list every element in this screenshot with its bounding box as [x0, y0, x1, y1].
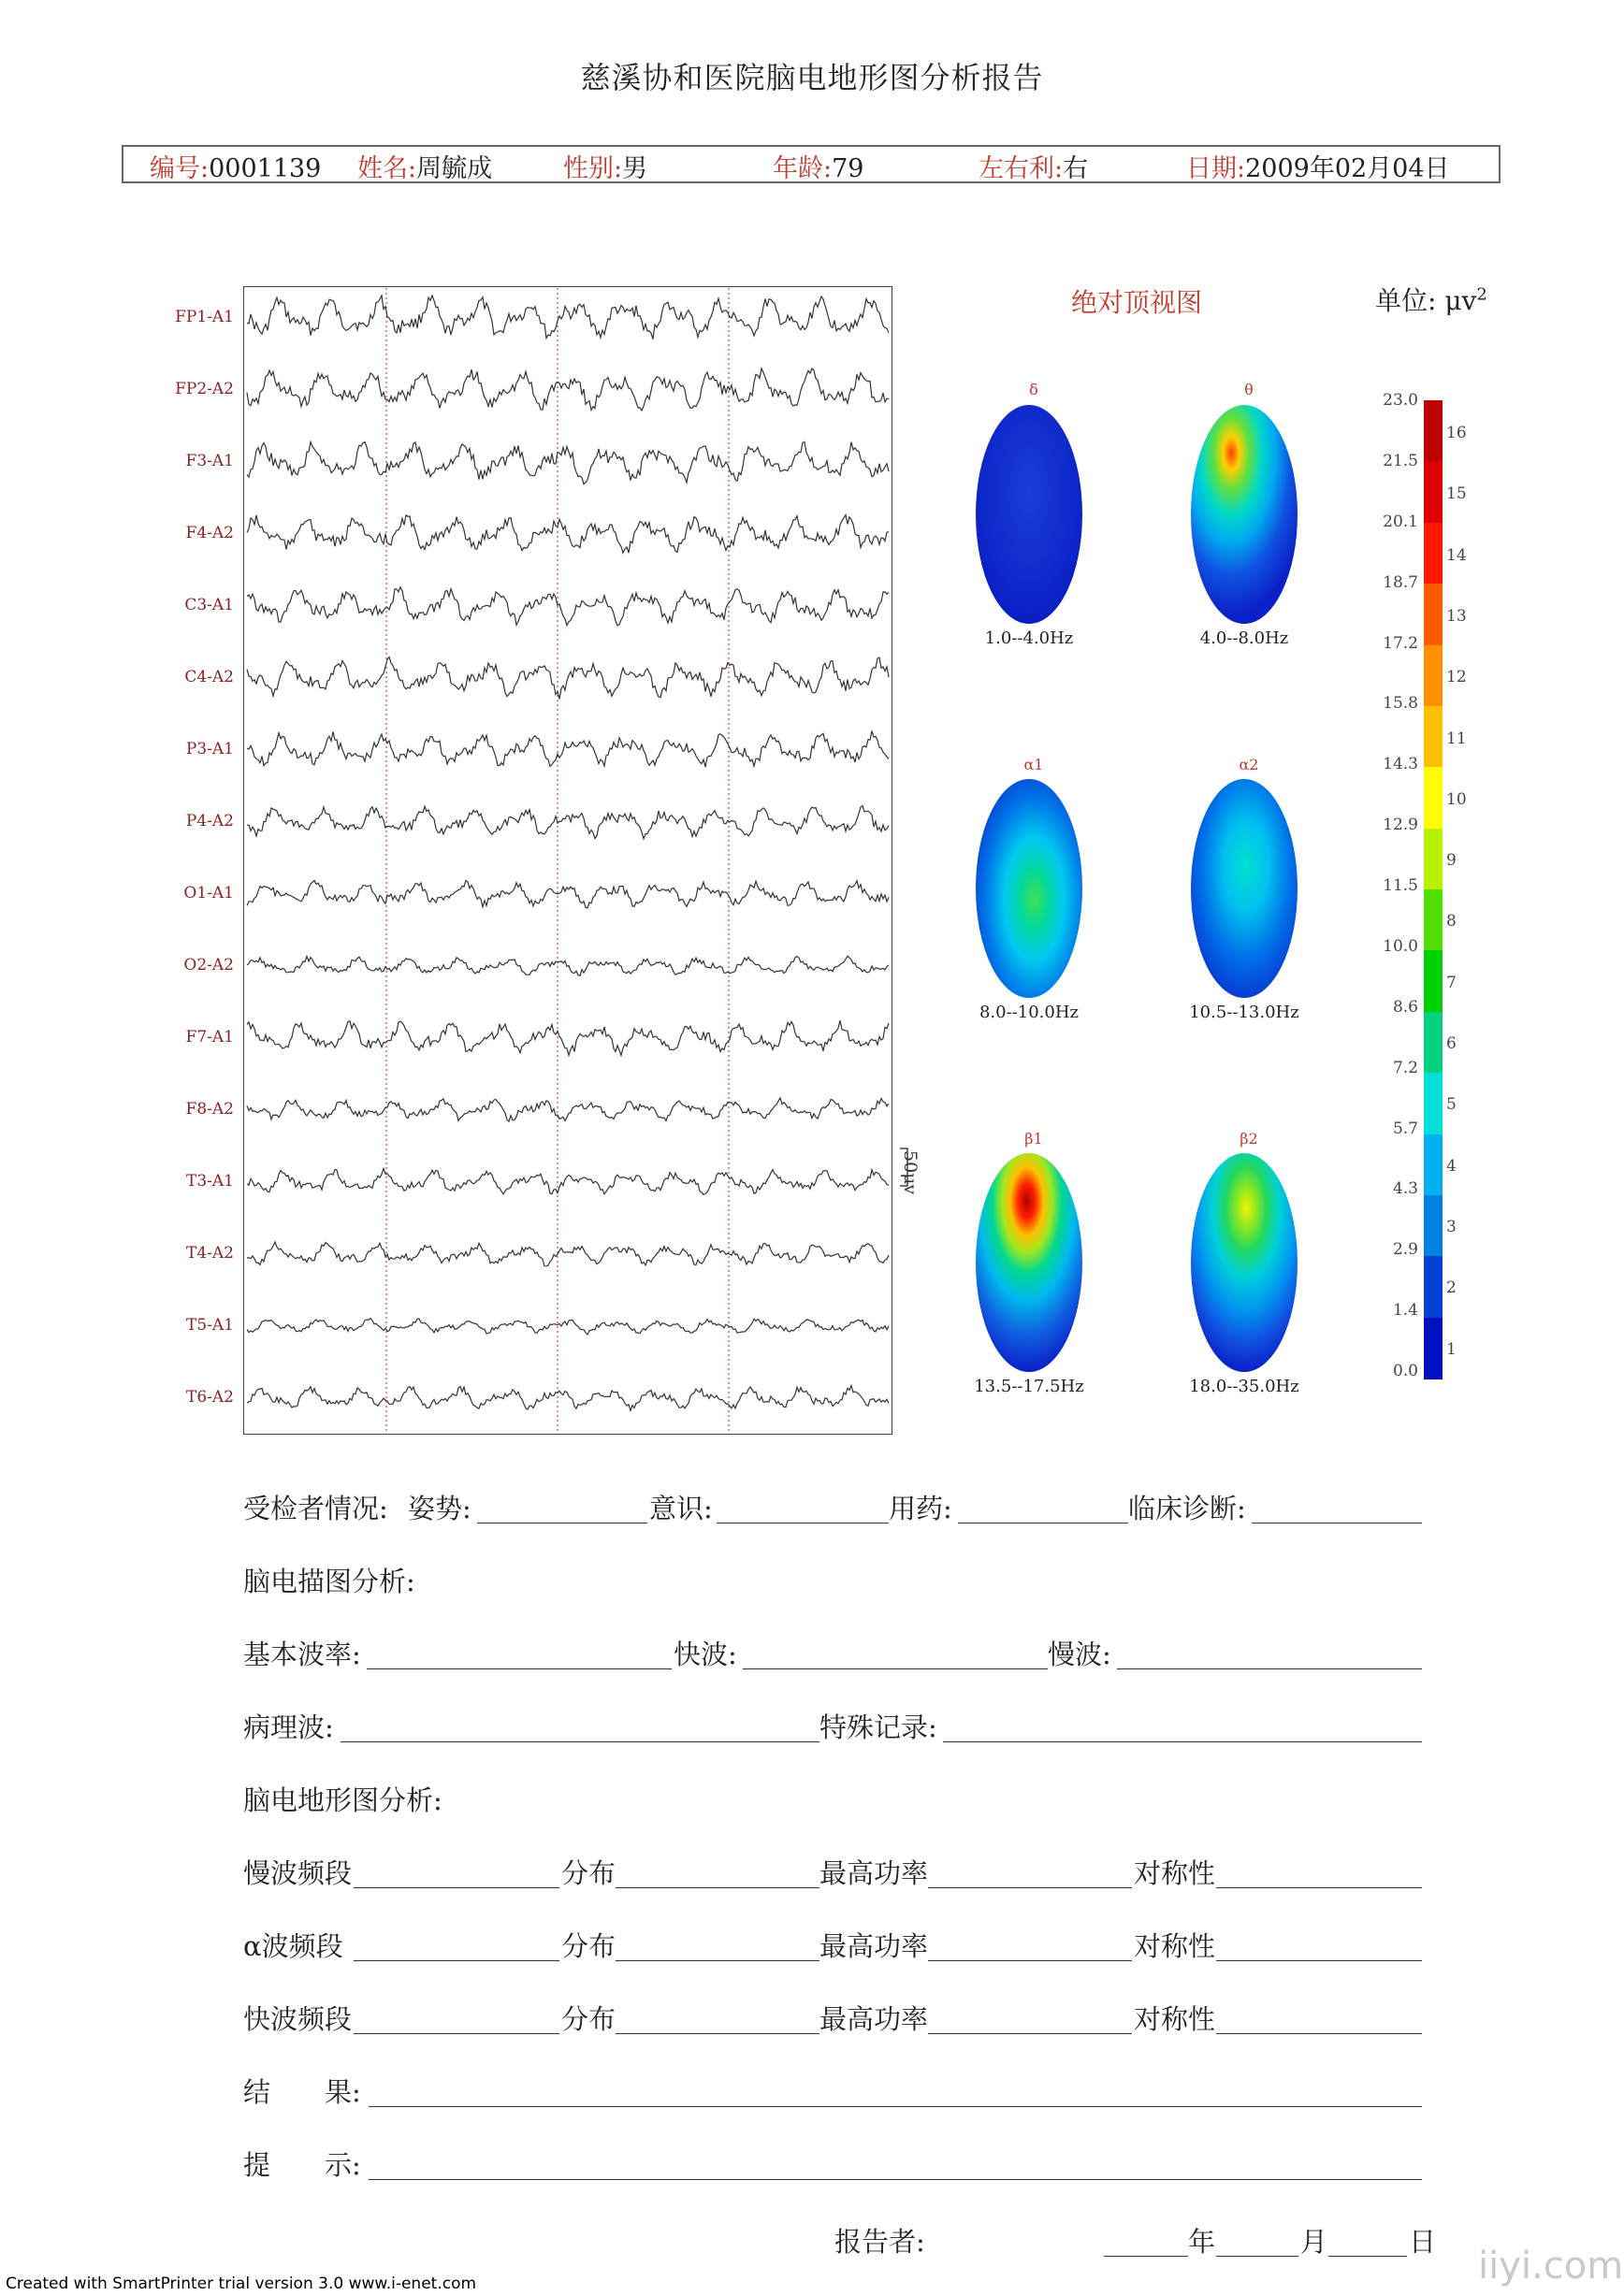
color-bar-segment [1424, 829, 1443, 890]
footer-credit: Created with SmartPrinter trial version 3.0 www.i-enet.com [6, 2274, 477, 2293]
band-label-alpha1: α1 [1023, 756, 1044, 773]
report-title: 慈溪协和医院脑电地形图分析报告 [580, 60, 1044, 95]
report-year-field[interactable] [1104, 2256, 1188, 2257]
distribution-field[interactable] [616, 2033, 819, 2034]
fast-wave-field[interactable] [743, 1668, 1048, 1669]
diagnosis-label: 临床诊断: [1128, 1493, 1246, 1524]
color-bar-value: 7.2 [1392, 1058, 1418, 1077]
color-bar-segment [1424, 645, 1443, 707]
distribution-field[interactable] [616, 1887, 819, 1888]
color-bar-index: 6 [1446, 1034, 1457, 1053]
color-bar-index: 4 [1446, 1156, 1457, 1176]
patient-age: 年龄:79 [773, 154, 864, 183]
report-month-field[interactable] [1216, 2256, 1298, 2257]
year-label: 年 [1188, 2226, 1216, 2258]
color-bar-value: 23.0 [1383, 391, 1418, 410]
eeg-channel-label: P3-A1 [185, 740, 234, 758]
color-bar-index: 9 [1446, 851, 1457, 871]
eeg-channel-label: P4-A2 [185, 812, 234, 830]
band-row-label: α波频段 [243, 1930, 343, 1962]
band-label-delta: δ [1029, 381, 1038, 398]
patient-id: 编号:0001139 [150, 154, 322, 183]
eeg-channel-label: F3-A1 [185, 452, 234, 470]
color-bar-index: 13 [1446, 606, 1467, 626]
map-delta [976, 405, 1082, 624]
freq-range-beta2: 18.0--35.0Hz [1189, 1377, 1299, 1396]
map-beta2 [1191, 1153, 1298, 1372]
eeg-scale-label: 50μv [900, 1150, 921, 1195]
medication-label: 用药: [889, 1493, 952, 1524]
distribution-label: 分布 [561, 1857, 616, 1889]
eeg-channel-label: T4-A2 [186, 1244, 234, 1263]
max-power-label: 最高功率 [819, 2003, 929, 2035]
color-bar-value: 12.9 [1383, 816, 1418, 835]
result-field[interactable] [369, 2106, 1422, 2107]
color-bar-index: 14 [1446, 545, 1467, 565]
watermark: iiyi.com [1478, 2245, 1624, 2288]
basic-rate-field[interactable] [367, 1668, 672, 1669]
hint-field[interactable] [369, 2179, 1422, 2180]
result-label: 结 果: [243, 2076, 361, 2108]
color-bar-value: 11.5 [1383, 876, 1418, 895]
color-bar-index: 15 [1446, 484, 1467, 504]
eeg-channel-label: F4-A2 [185, 524, 234, 542]
map-beta1 [976, 1153, 1082, 1372]
color-bar-segment [1424, 1012, 1443, 1074]
eeg-channel-label: FP1-A1 [175, 308, 234, 326]
symmetry-label: 对称性 [1134, 2003, 1216, 2035]
max-power-label: 最高功率 [819, 1930, 929, 1962]
color-bar-value: 14.3 [1383, 755, 1418, 774]
max-power-label: 最高功率 [819, 1857, 929, 1889]
eeg-channel-label: C3-A1 [184, 596, 234, 614]
band-label-theta: θ [1244, 381, 1254, 398]
color-bar-value: 4.3 [1392, 1179, 1418, 1199]
band-field[interactable] [354, 1887, 559, 1888]
month-label: 月 [1300, 2226, 1328, 2258]
special-record-field[interactable] [943, 1741, 1422, 1742]
band-label-beta2: β2 [1240, 1130, 1258, 1148]
band-field[interactable] [354, 1960, 559, 1961]
symmetry-field[interactable] [1216, 1960, 1422, 1961]
band-label-alpha2: α2 [1239, 756, 1259, 773]
color-bar-index: 16 [1446, 424, 1467, 442]
eeg-channel-label: FP2-A2 [175, 380, 234, 398]
color-bar-segment [1424, 400, 1443, 462]
symmetry-field[interactable] [1216, 1887, 1422, 1888]
map-alpha2 [1191, 779, 1298, 998]
color-bar-value: 1.4 [1392, 1301, 1418, 1321]
color-bar-segment [1424, 523, 1443, 585]
color-bar-index: 2 [1446, 1278, 1457, 1298]
freq-range-alpha2: 10.5--13.0Hz [1189, 1003, 1299, 1022]
map-alpha1 [976, 779, 1082, 998]
eeg-channel-label: F7-A1 [185, 1028, 234, 1047]
distribution-field[interactable] [616, 1960, 819, 1961]
unit-label: 单位: $\mu v^2$ [1375, 284, 1487, 316]
band-field[interactable] [354, 2033, 559, 2034]
eeg-channel-label: O1-A1 [183, 884, 234, 903]
band-row-label: 慢波频段 [243, 1857, 353, 1889]
map-theta [1191, 405, 1298, 624]
color-bar-segment [1424, 889, 1443, 951]
band-row-label: 快波频段 [243, 2003, 353, 2035]
color-bar-segment [1424, 584, 1443, 645]
eeg-channel-label: T6-A2 [186, 1388, 234, 1407]
symmetry-label: 对称性 [1134, 1857, 1216, 1889]
color-bar-index: 1 [1446, 1339, 1457, 1359]
color-bar-value: 15.8 [1383, 694, 1418, 714]
max-power-field[interactable] [928, 1960, 1132, 1961]
color-bar-segment [1424, 767, 1443, 829]
color-bar-value: 18.7 [1383, 572, 1418, 592]
color-bar-value: 20.1 [1383, 512, 1418, 531]
color-bar-index: 5 [1446, 1095, 1457, 1115]
color-bar-index: 3 [1446, 1217, 1457, 1236]
color-bar-value: 17.2 [1383, 633, 1418, 653]
eeg-channel-label: T3-A1 [186, 1172, 234, 1191]
hint-label: 提 示: [243, 2149, 361, 2181]
freq-range-beta1: 13.5--17.5Hz [974, 1377, 1084, 1396]
color-bar-index: 11 [1446, 729, 1467, 748]
subject-label: 受检者情况: [243, 1493, 388, 1524]
freq-range-theta: 4.0--8.0Hz [1199, 628, 1289, 648]
color-bar-index: 7 [1446, 973, 1457, 992]
report-date: 日期:2009年02月04日 [1186, 154, 1450, 183]
freq-range-delta: 1.0--4.0Hz [984, 628, 1074, 648]
color-bar-index: 8 [1446, 912, 1457, 931]
slow-wave-label: 慢波: [1048, 1639, 1111, 1670]
color-bar-index: 10 [1446, 789, 1467, 809]
fast-wave-label: 快波: [674, 1639, 737, 1670]
color-bar-value: 0.0 [1392, 1362, 1418, 1380]
distribution-label: 分布 [561, 1930, 616, 1962]
consciousness-label: 意识: [649, 1493, 713, 1524]
patient-name: 姓名:周毓成 [357, 154, 493, 183]
symmetry-label: 对称性 [1134, 1930, 1216, 1962]
color-bar-value: 5.7 [1392, 1119, 1418, 1138]
pathological-label: 病理波: [243, 1711, 334, 1743]
reporter-label: 报告者: [834, 2226, 925, 2258]
topo-analysis-label: 脑电地形图分析: [243, 1784, 442, 1816]
color-bar-segment [1424, 1134, 1443, 1196]
color-bar-segment [1424, 1073, 1443, 1134]
patient-handedness: 左右利:右 [979, 154, 1089, 183]
band-label-beta1: β1 [1024, 1130, 1043, 1148]
color-bar-segment [1424, 461, 1443, 523]
report-day-field[interactable] [1328, 2256, 1407, 2257]
max-power-field[interactable] [928, 2033, 1132, 2034]
pathological-field[interactable] [341, 1741, 819, 1742]
color-bar-segment [1424, 1256, 1443, 1318]
color-bar-value: 2.9 [1392, 1240, 1418, 1260]
eeg-channel-label: C4-A2 [184, 668, 234, 686]
eeg-channel-label: T5-A1 [186, 1316, 234, 1335]
slow-wave-field[interactable] [1117, 1668, 1422, 1669]
special-record-label: 特殊记录: [819, 1711, 937, 1743]
color-bar-value: 8.6 [1392, 997, 1418, 1017]
posture-label: 姿势: [408, 1493, 471, 1524]
eeg-analysis-label: 脑电描图分析: [243, 1566, 415, 1597]
day-label: 日 [1409, 2226, 1437, 2258]
distribution-label: 分布 [561, 2003, 616, 2035]
color-bar-index: 12 [1446, 668, 1467, 687]
eeg-channel-label: O2-A2 [183, 956, 234, 975]
color-bar-segment [1424, 706, 1443, 768]
color-bar-segment [1424, 1318, 1443, 1379]
patient-sex: 性别:男 [563, 154, 648, 183]
map-title: 绝对顶视图 [1070, 287, 1202, 318]
eeg-channel-label: F8-A2 [185, 1100, 234, 1119]
color-bar-segment [1424, 950, 1443, 1012]
symmetry-field[interactable] [1216, 2033, 1422, 2034]
max-power-field[interactable] [928, 1887, 1132, 1888]
color-bar-value: 10.0 [1383, 936, 1418, 956]
color-bar-segment [1424, 1195, 1443, 1257]
color-bar-value: 21.5 [1383, 451, 1418, 470]
freq-range-alpha1: 8.0--10.0Hz [979, 1003, 1080, 1022]
basic-rate-label: 基本波率: [243, 1639, 361, 1670]
